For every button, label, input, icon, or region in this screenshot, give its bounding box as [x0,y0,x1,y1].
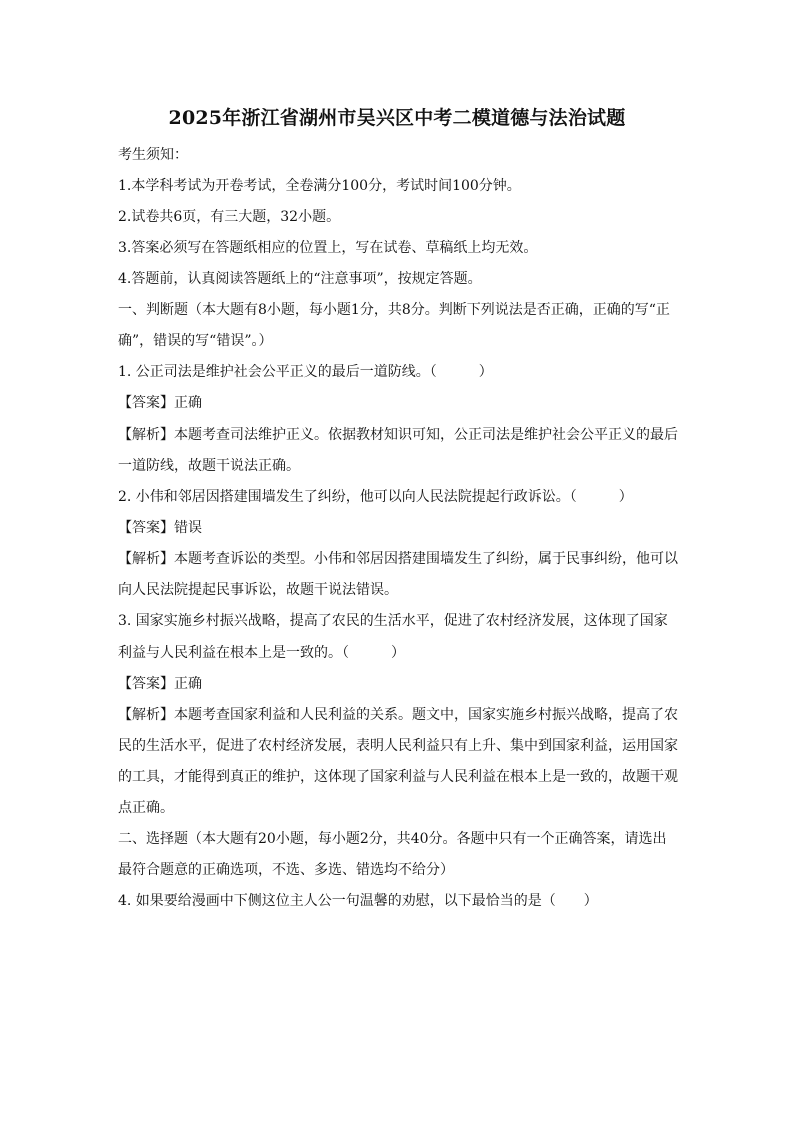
section2-heading-line-2: 最符合题意的正确选项，不选、多选、错选均不给分） [118,862,454,878]
analysis-3-line-3: 的工具，才能得到真正的维护，这体现了国家利益与人民利益在根本上是一致的，故题干观 [118,769,678,785]
analysis-2-line-1: 【解析】本题考查诉讼的类型。小伟和邻居因搭建围墙发生了纠纷，属于民事纠纷，他可以 [118,551,678,567]
analysis-3-line-4: 点正确。 [118,800,174,816]
notice-heading: 考生须知： [118,147,188,163]
notice-item-2: 2.试卷共6页，有三大题，32小题。 [118,209,341,225]
question-1: 1. 公正司法是维护社会公平正义的最后一道防线。（ ） [118,364,493,380]
answer-3: 【答案】正确 [118,676,202,692]
document-title: 2025年浙江省湖州市吴兴区中考二模道德与法治试题 [168,107,626,129]
analysis-3-line-2: 民的生活水平，促进了农村经济发展，表明人民利益只有上升、集中到国家利益，运用国家 [118,738,678,754]
section2-heading-line-1: 二、选择题（本大题有20小题，每小题2分，共40分。各题中只有一个正确答案，请选出 [118,831,667,847]
section1-heading-line-1: 一、判断题（本大题有8小题，每小题1分，共8分。判断下列说法是否正确，正确的写“正 [118,302,670,318]
analysis-2-line-2: 向人民法院提起民事诉讼，故题干说法错误。 [118,582,398,598]
answer-2: 【答案】错误 [118,520,202,536]
section1-heading-line-2: 确”，错误的写“错误”。） [118,333,273,349]
analysis-1-line-2: 一道防线，故题干说法正确。 [118,458,300,474]
question-3-line-2: 利益与人民利益在根本上是一致的。（ ） [118,645,405,661]
analysis-3-line-1: 【解析】本题考查国家利益和人民利益的关系。题文中，国家实施乡村振兴战略，提高了农 [118,707,678,723]
analysis-1-line-1: 【解析】本题考查司法维护正义。依据教材知识可知，公正司法是维护社会公平正义的最后 [118,427,678,443]
notice-item-1: 1.本学科考试为开卷考试，全卷满分100分，考试时间100分钟。 [118,178,521,194]
question-3-line-1: 3. 国家实施乡村振兴战略，提高了农民的生活水平，促进了农村经济发展，这体现了国家 [118,613,668,629]
answer-1: 【答案】正确 [118,395,202,411]
question-4: 4. 如果要给漫画中下侧这位主人公一句温馨的劝慰，以下最恰当的是（ ） [118,893,598,909]
notice-item-4: 4.答题前，认真阅读答题纸上的“注意事项”，按规定答题。 [118,271,482,287]
question-2: 2. 小伟和邻居因搭建围墙发生了纠纷，他可以向人民法院提起行政诉讼。（ ） [118,489,633,505]
notice-item-3: 3.答案必须写在答题纸相应的位置上，写在试卷、草稿纸上均无效。 [118,240,538,256]
